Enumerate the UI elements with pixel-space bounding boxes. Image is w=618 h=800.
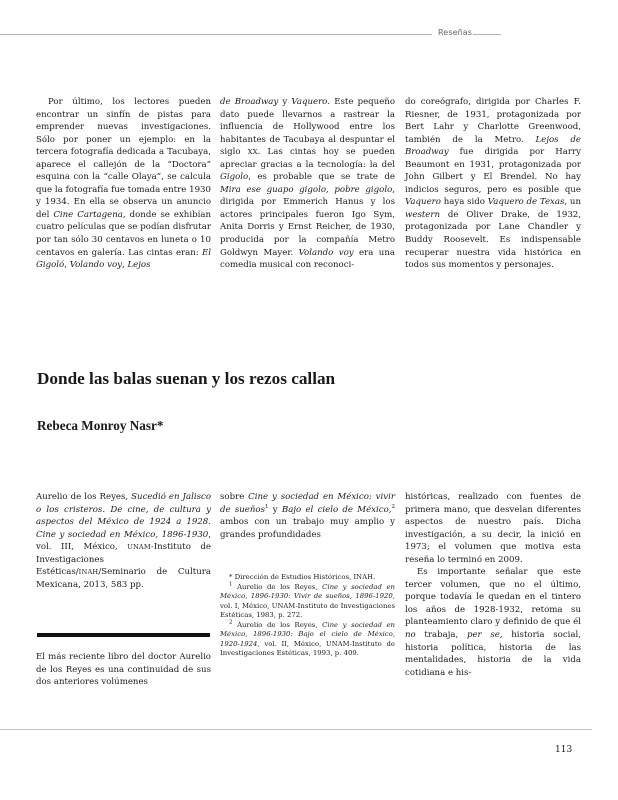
paragraph: de Broadway y Vaquero. Este pequeño dato puede llevarnos a rastrear la influencia de Hollywood entre los habitantes de Tacubaya al despuntar el siglo XX. Las cintas hoy se pueden apreciar gracias a la tecnología: la del Gigolo, es probable que se trate de Mira ese guapo gigolo, pobre gigolo, dirigida por Emmerich Hanus y los actores principales fueron Igo Sym, Anita Dorris y Ernst Reicher, de 1930, producida por la compañía Metro Goldwyn Mayer. Volando voy era una comedia musical con reconoci- bbox=[220, 97, 395, 271]
header-rule-right bbox=[473, 34, 501, 35]
article-column-1 bbox=[36, 651, 211, 689]
film-title: Cine Cartagena bbox=[53, 209, 123, 220]
film-title: Vaquero de Texas bbox=[487, 197, 565, 208]
article-title: Donde las balas suenan y los rezos callan bbox=[37, 369, 336, 388]
previous-article-column-3 bbox=[405, 96, 581, 272]
paragraph: históricas, realizado con fuentes de primera mano, que desvelan diferentes aspectos de nuestro país. Dicha investigación, a su decir, la inició en 1973; el volumen que motiva esta reseña lo terminó en 2009. bbox=[405, 492, 581, 565]
film-title: El Gigoló bbox=[36, 247, 211, 271]
book-title: Sucedió en Jalisco o los cristeros. De cine, de cultura y aspectos del México de 1924 a 1928. Cine y sociedad en México, 1896-1930 bbox=[36, 492, 211, 540]
film-title: Lejos de Broadway bbox=[405, 134, 581, 158]
section-divider bbox=[37, 633, 210, 637]
film-title: Lejos bbox=[127, 260, 151, 271]
footnote: * Dirección de Estudios Históricos, INAH. bbox=[229, 573, 376, 581]
page-number: 113 bbox=[555, 745, 573, 755]
article-column-2 bbox=[220, 491, 395, 541]
paragraph: Por último, los lectores pueden encontrar un sinfín de pistas para emprender nuevas investigaciones. Sólo por poner un ejemplo: en la tercera fotografía dedicada a Tacubaya, aparece el callejón de la “Doctora” esquina con la “calle Olaya”, se calcula que la fotografía fue tomada entre 1930 y 1934. En ella se observa un anuncio del Cine Cartagena, donde se exhibían cuatro películas que se podían disfrutar por tan sólo 30 centavos en luneta o 10 centavos en galería. Las cintas eran: El Gigoló, Volando voy, Lejos bbox=[36, 97, 211, 271]
paragraph: sobre Cine y sociedad en México: vivir de sueños$^1$ y Bajo el cielo de México,$^2$ ambos con un trabajo muy amplio y grandes profundidades bbox=[220, 492, 395, 540]
paragraph: Es importante señalar que este tercer volumen, que no el último, porque todavía le quedan en el tintero los años de 1928-1932, retoma su planteamiento claro y definido de que él no trabaja, per se, historia social, historia política, historia de las mentalidades, historia de la vida cotidiana e his- bbox=[405, 567, 581, 678]
book-title: Cine y sociedad en México: vivir de sueños bbox=[220, 492, 395, 515]
book-reference: Aurelio de los Reyes, Sucedió en Jalisco o los cristeros. De cine, de cultura y aspectos del México de 1924 a 1928. Cine y sociedad en México, 1896-1930, vol. III, México, UNAM-Instituto de Investigaciones Estéticas/INAH/Seminario de Cultura Mexicana, 2013, 583 pp. bbox=[36, 492, 211, 590]
paragraph: do coreógrafo, dirigida por Charles F. Riesner, de 1931, protagonizada por Bert Lahr y Charlotte Greenwood, también de la Metro. Lejos de Broadway fue dirigida por Harry Beaumont en 1931, protagonizada por John Gilbert y El Brendel. No hay indicios seguros, pero es posible que Vaquero haya sido Vaquero de Texas, un western de Oliver Drake, de 1932, protagonizada por Lane Chandler y Buddy Roosevelt. Es indispensable recuperar nuestra vida histórica en todos sus momentos y personajes. bbox=[405, 97, 581, 271]
footnote: $^1$ Aurelio de los Reyes, Cine y sociedad en México, 1896-1930: Vivir de sueños, 1896-1920, vol. I, México, UNAM-Instituto de Investigaciones Estéticas, 1983, p. 272. bbox=[220, 581, 395, 619]
footnote-ref: 2 bbox=[391, 503, 395, 510]
film-title: Mira ese guapo gigolo, pobre gigolo bbox=[220, 184, 393, 195]
article-column-3 bbox=[405, 491, 581, 679]
footnotes bbox=[220, 573, 395, 659]
footer-rule bbox=[0, 729, 592, 730]
previous-article-column-2 bbox=[220, 96, 395, 272]
film-title: Gigolo bbox=[220, 172, 249, 183]
header-rule bbox=[0, 34, 432, 35]
book-title: Bajo el cielo de México bbox=[281, 504, 389, 515]
film-title: Volando voy bbox=[69, 260, 122, 271]
film-title: Vaquero bbox=[291, 97, 328, 107]
film-title: Vaquero bbox=[405, 197, 441, 208]
article-author: Rebeca Monroy Nasr* bbox=[37, 418, 164, 433]
film-title: de Broadway bbox=[220, 97, 279, 107]
section-label: Reseñas bbox=[438, 28, 473, 37]
film-title: Volando voy bbox=[298, 247, 354, 258]
footnote-ref: 1 bbox=[265, 503, 269, 510]
footnote: $^2$ Aurelio de los Reyes, Cine y sociedad en México, 1896-1930: Bajo el cielo de México, 1920-1924, vol. II, México, UNAM-Instituto de Investigaciones Estéticas, 1993, p. 409. bbox=[220, 619, 395, 657]
previous-article-column-1 bbox=[36, 96, 211, 272]
paragraph: El más reciente libro del doctor Aurelio de los Reyes es una continuidad de sus dos anteriores volúmenes bbox=[36, 652, 211, 688]
